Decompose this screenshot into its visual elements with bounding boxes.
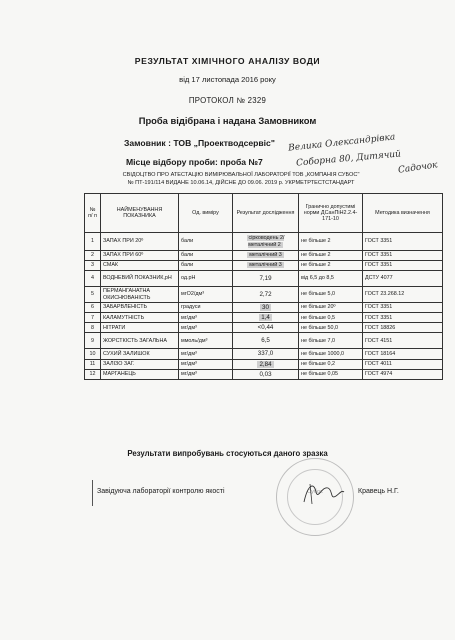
row-limit: не більше 0,2 bbox=[299, 359, 363, 369]
row-name: ПЕРМАНГАНАТНА ОКИСНЮВАНІСТЬ bbox=[101, 287, 179, 303]
row-name: КАЛАМУТНІСТЬ bbox=[101, 313, 179, 323]
result-value: сірководень 2/ металічний 2 bbox=[248, 235, 285, 248]
row-limit: не більше 0,05 bbox=[299, 369, 363, 379]
row-unit: мг/дм³ bbox=[179, 323, 233, 333]
row-method: ГОСТ 4974 bbox=[363, 369, 443, 379]
row-method: ГОСТ 18164 bbox=[363, 349, 443, 359]
row-unit: бали bbox=[179, 233, 233, 251]
row-method: ГОСТ 23.268.12 bbox=[363, 287, 443, 303]
row-method: ГОСТ 4151 bbox=[363, 333, 443, 349]
row-limit: не більше 5,0 bbox=[299, 287, 363, 303]
row-result: 7,19 bbox=[233, 271, 299, 287]
row-unit: бали bbox=[179, 251, 233, 261]
result-value: 30 bbox=[262, 304, 269, 311]
header-name: НАЙМЕНУВАННЯ ПОКАЗНИКА bbox=[101, 194, 179, 233]
result-value: 2,84 bbox=[259, 360, 272, 368]
row-unit: мг/дм³ bbox=[179, 313, 233, 323]
row-name: ЖОРСТКІСТЬ ЗАГАЛЬНА bbox=[101, 333, 179, 349]
row-limit: не більше 7,0 bbox=[299, 333, 363, 349]
row-result bbox=[233, 313, 299, 323]
header-result: Результат дослідження bbox=[233, 194, 299, 233]
certificate-line-2: № ПТ-191/114 ВИДАНЕ 10.06.14, ДІЙСНЕ ДО 09.06. 2019 р. УКРМЕТРТЕСТСТАНДАРТ bbox=[127, 180, 355, 186]
certificate-line-1: СВІДОЦТВО ПРО АТЕСТАЦІЮ ВИМІРЮВАЛЬНОЇ ЛАБОРАТОРІЇ ТОВ „КОМПАНІЯ СУБОС" bbox=[122, 172, 360, 178]
conclusion-text: Результати випробувань стосуються даного зразка bbox=[127, 449, 328, 458]
handwritten-note-1: Велика Олександрівка bbox=[287, 132, 396, 154]
table-row bbox=[85, 333, 443, 349]
handwritten-note-2: Соборна 80, Дитячий bbox=[295, 149, 402, 169]
row-num: 6 bbox=[85, 303, 101, 313]
row-limit: не більше 1000,0 bbox=[299, 349, 363, 359]
row-limit: не більше 2 bbox=[299, 261, 363, 271]
table-row bbox=[85, 303, 443, 313]
table-row bbox=[85, 323, 443, 333]
row-result: 337,0 bbox=[233, 349, 299, 359]
customer-line: Замовник : ТОВ „Проектводсервіс" bbox=[124, 138, 275, 148]
stamp-text: Субос bbox=[307, 489, 323, 495]
row-num: 5 bbox=[85, 287, 101, 303]
row-name: СУХИЙ ЗАЛИШОК bbox=[101, 349, 179, 359]
row-unit: мг/дм³ bbox=[179, 369, 233, 379]
table-row bbox=[85, 261, 443, 271]
row-unit: мг/дм³ bbox=[179, 359, 233, 369]
row-num: 1 bbox=[85, 233, 101, 251]
row-num: 4 bbox=[85, 271, 101, 287]
row-unit: бали bbox=[179, 261, 233, 271]
table-row bbox=[85, 313, 443, 323]
row-num: 3 bbox=[85, 261, 101, 271]
result-value: металічний 3 bbox=[249, 262, 282, 269]
results-table bbox=[84, 193, 443, 380]
row-method: ГОСТ 4011 bbox=[363, 359, 443, 369]
row-result: 2,72 bbox=[233, 287, 299, 303]
signature-mark bbox=[300, 478, 346, 508]
table-row bbox=[85, 369, 443, 379]
row-method: ГОСТ 3351 bbox=[363, 233, 443, 251]
result-value: 1,4 bbox=[261, 314, 270, 322]
table-row bbox=[85, 233, 443, 251]
row-limit: не більше 20º bbox=[299, 303, 363, 313]
head-of-lab-label: Завідуюча лабораторії контролю якості bbox=[97, 488, 225, 495]
row-method: ГОСТ 3351 bbox=[363, 261, 443, 271]
protocol-number: ПРОТОКОЛ № 2329 bbox=[188, 96, 267, 105]
row-limit: від 6,5 до 8,5 bbox=[299, 271, 363, 287]
row-unit: од.pH bbox=[179, 271, 233, 287]
row-result: <0,44 bbox=[233, 323, 299, 333]
row-unit: градуси bbox=[179, 303, 233, 313]
row-method: ГОСТ 3351 bbox=[363, 313, 443, 323]
row-unit: мг/дм³ bbox=[179, 349, 233, 359]
row-name: СМАК bbox=[101, 261, 179, 271]
row-method: ГОСТ 18826 bbox=[363, 323, 443, 333]
head-of-lab-name: Кравець Н.Г. bbox=[358, 488, 399, 495]
row-name: НІТРАТИ bbox=[101, 323, 179, 333]
sampling-place: Місце відбору проби: проба №7 bbox=[126, 157, 263, 167]
row-name: МАРГАНЕЦЬ bbox=[101, 369, 179, 379]
table-row bbox=[85, 271, 443, 287]
header-unit: Од. виміру bbox=[179, 194, 233, 233]
handwritten-note-3: Садочок bbox=[397, 160, 439, 176]
table-row bbox=[85, 251, 443, 261]
header-method: Методика визначення bbox=[363, 194, 443, 233]
row-unit: мгО2/дм³ bbox=[179, 287, 233, 303]
row-limit: не більше 2 bbox=[299, 233, 363, 251]
row-limit: не більше 2 bbox=[299, 251, 363, 261]
row-limit: не більше 0,5 bbox=[299, 313, 363, 323]
row-result: 6,5 bbox=[233, 333, 299, 349]
row-result bbox=[233, 261, 299, 271]
table-header-row bbox=[85, 194, 443, 233]
row-num: 10 bbox=[85, 349, 101, 359]
row-result bbox=[233, 251, 299, 261]
row-num: 11 bbox=[85, 359, 101, 369]
table-row bbox=[85, 359, 443, 369]
header-limit: Гранично допустимі норми ДСанПіН2.2.4-171-10 bbox=[299, 194, 363, 233]
report-title: РЕЗУЛЬТАТ ХІМІЧНОГО АНАЛІЗУ ВОДИ bbox=[134, 56, 321, 66]
row-name: ЗАПАХ ПРИ 60º bbox=[101, 251, 179, 261]
row-num: 9 bbox=[85, 333, 101, 349]
row-result bbox=[233, 359, 299, 369]
row-num: 2 bbox=[85, 251, 101, 261]
result-value: металічний 3 bbox=[249, 252, 282, 259]
row-result bbox=[233, 233, 299, 251]
row-num: 8 bbox=[85, 323, 101, 333]
report-date: від 17 листопада 2016 року bbox=[179, 75, 276, 84]
row-result: 0,03 bbox=[233, 369, 299, 379]
row-num: 7 bbox=[85, 313, 101, 323]
row-result bbox=[233, 303, 299, 313]
sample-heading: Проба відібрана і надана Замовником bbox=[138, 115, 317, 126]
row-limit: не більше 50,0 bbox=[299, 323, 363, 333]
row-num: 12 bbox=[85, 369, 101, 379]
table-row bbox=[85, 287, 443, 303]
row-name: ЗАПАХ ПРИ 20º bbox=[101, 233, 179, 251]
row-method: ГОСТ 3351 bbox=[363, 303, 443, 313]
row-name: ВОДНЕВИЙ ПОКАЗНИК,pH bbox=[101, 271, 179, 287]
row-method: ГОСТ 3351 bbox=[363, 251, 443, 261]
row-method: ДСТУ 4077 bbox=[363, 271, 443, 287]
table-row bbox=[85, 349, 443, 359]
row-name: ЗАЛІЗО ЗАГ. bbox=[101, 359, 179, 369]
row-unit: ммоль/дм³ bbox=[179, 333, 233, 349]
row-name: ЗАБАРВЛЕНІСТЬ bbox=[101, 303, 179, 313]
header-num: № п/ п bbox=[85, 194, 101, 233]
